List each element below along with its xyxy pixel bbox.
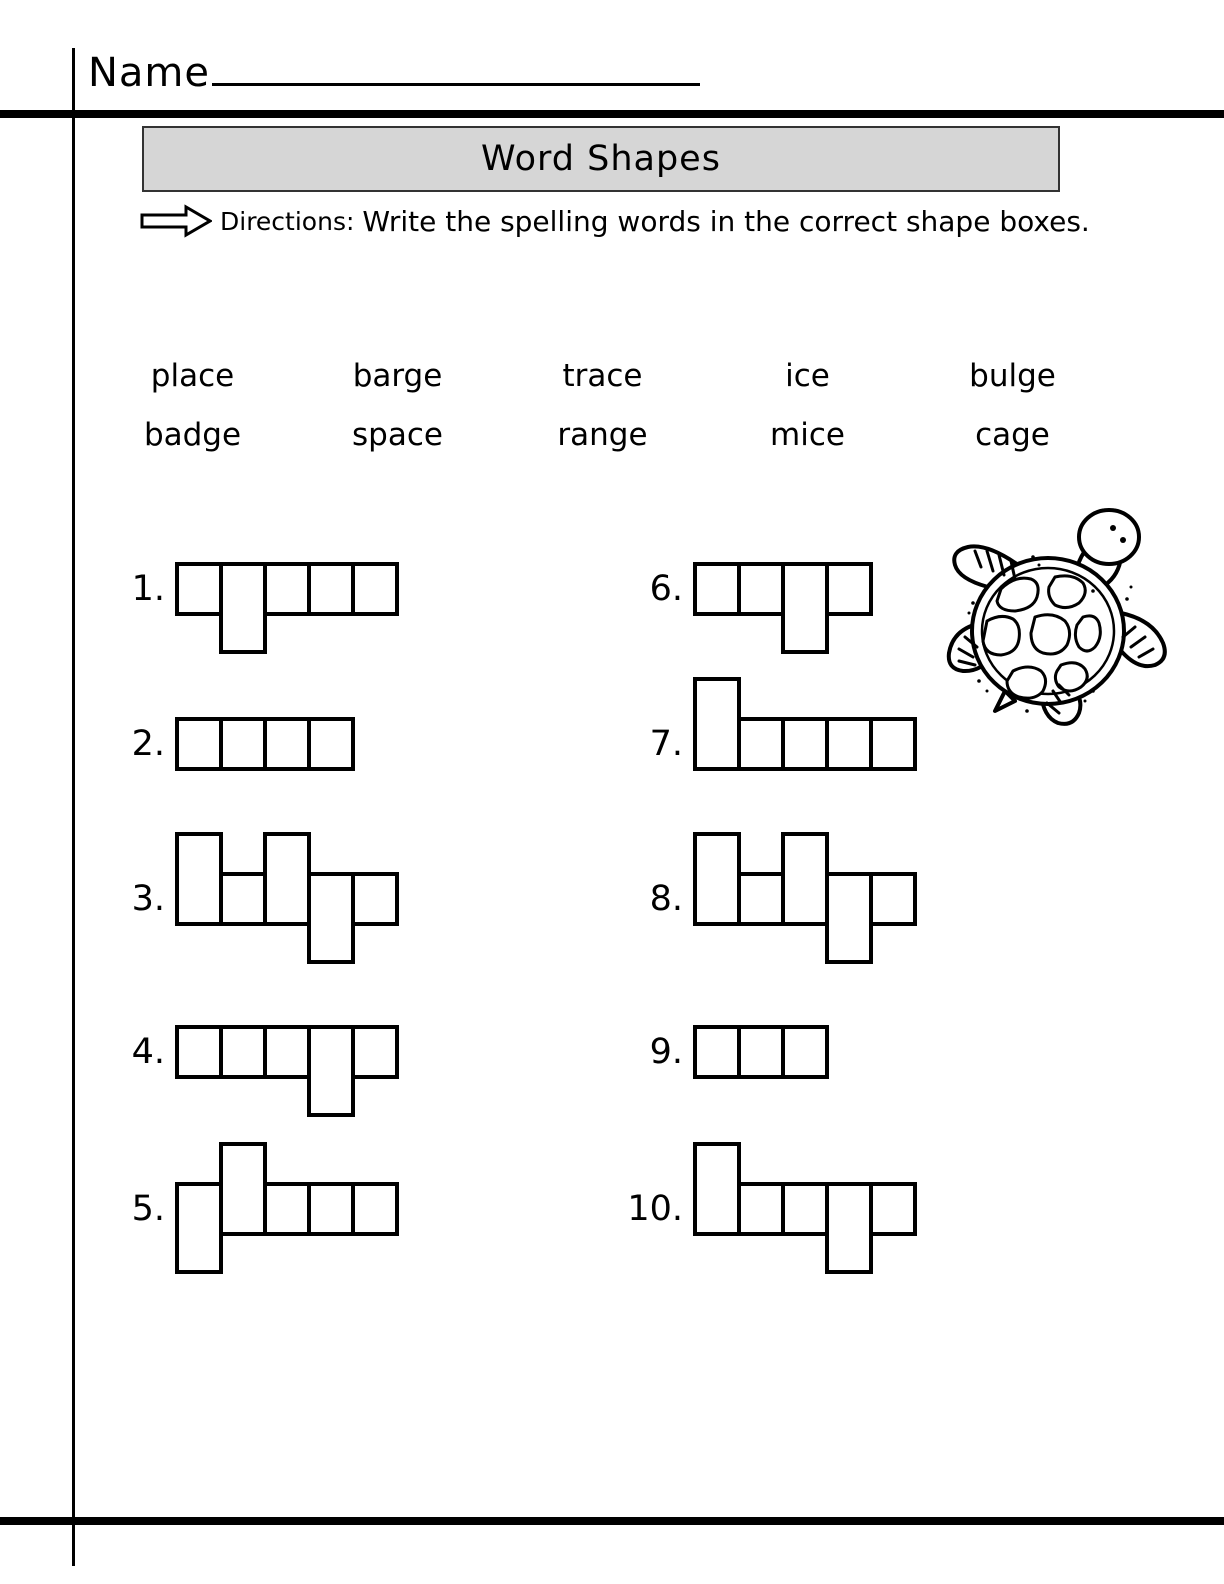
- word-shape-box-tall[interactable]: [175, 832, 223, 926]
- word-shape-box-tall[interactable]: [263, 832, 311, 926]
- word-shape-box-mid[interactable]: [175, 717, 223, 771]
- word-shape-box-mid[interactable]: [869, 872, 917, 926]
- word-shape-box-desc[interactable]: [825, 872, 873, 964]
- word-shape-puzzle: [131, 1025, 399, 1079]
- word-bank-item: ice: [785, 358, 830, 394]
- shape-number: 5.: [131, 1189, 165, 1229]
- word-shape-box-mid[interactable]: [737, 1025, 785, 1079]
- shape-number: 9.: [649, 1032, 683, 1072]
- shape-number: 6.: [649, 569, 683, 609]
- word-bank-item: cage: [975, 417, 1050, 453]
- word-shape-box-mid[interactable]: [175, 1025, 223, 1079]
- word-bank-item: range: [557, 417, 648, 453]
- word-bank-item: bulge: [969, 358, 1056, 394]
- word-shape-box-mid[interactable]: [263, 562, 311, 616]
- word-shape-box-mid[interactable]: [781, 1182, 829, 1236]
- word-shape-puzzle: [131, 562, 399, 616]
- word-bank-item: place: [150, 358, 235, 394]
- word-shape-puzzle: [649, 872, 917, 926]
- word-shape-box-desc[interactable]: [219, 562, 267, 654]
- shape-number: 3.: [131, 879, 165, 919]
- word-shape-box-desc[interactable]: [825, 1182, 873, 1274]
- bottom-footer-rule: [0, 1517, 1224, 1525]
- word-shape-box-tall[interactable]: [693, 677, 741, 771]
- word-shape-box-mid[interactable]: [351, 1182, 399, 1236]
- shape-number: 7.: [649, 724, 683, 764]
- word-shape-box-mid[interactable]: [351, 562, 399, 616]
- block-arrow-icon: [140, 204, 212, 238]
- directions-row: [140, 204, 1140, 238]
- word-shape-box-mid[interactable]: [219, 1025, 267, 1079]
- word-bank-item: badge: [143, 417, 242, 453]
- word-bank-item: barge: [352, 358, 443, 394]
- word-shape-box-desc[interactable]: [175, 1182, 223, 1274]
- word-shape-box-mid[interactable]: [307, 717, 355, 771]
- left-margin-rule: [72, 48, 75, 1566]
- word-shape-box-mid[interactable]: [781, 717, 829, 771]
- shape-number: 4.: [131, 1032, 165, 1072]
- word-bank-item: trace: [562, 358, 643, 394]
- word-shape-box-mid[interactable]: [869, 1182, 917, 1236]
- word-shape-box-mid[interactable]: [351, 872, 399, 926]
- shape-number: 8.: [649, 879, 683, 919]
- word-shape-box-mid[interactable]: [693, 562, 741, 616]
- name-row: [88, 46, 700, 96]
- directions-label: Directions:: [220, 206, 355, 236]
- word-shape-box-mid[interactable]: [307, 562, 355, 616]
- word-shape-puzzle: [649, 717, 917, 771]
- word-shape-box-mid[interactable]: [175, 562, 223, 616]
- shape-number: 2.: [131, 724, 165, 764]
- word-bank-item: space: [352, 417, 443, 453]
- word-shape-box-mid[interactable]: [781, 1025, 829, 1079]
- shape-number: 1.: [131, 569, 165, 609]
- word-shape-box-tall[interactable]: [693, 832, 741, 926]
- word-shape-box-tall[interactable]: [781, 832, 829, 926]
- name-blank-field[interactable]: [212, 46, 700, 86]
- word-shape-box-tall[interactable]: [219, 1142, 267, 1236]
- word-bank-item: mice: [770, 417, 845, 453]
- word-shape-puzzle: [131, 872, 399, 926]
- word-shape-box-mid[interactable]: [825, 717, 873, 771]
- word-shape-box-mid[interactable]: [263, 717, 311, 771]
- word-shape-box-desc[interactable]: [307, 872, 355, 964]
- name-label: Name: [88, 50, 211, 96]
- word-shape-box-mid[interactable]: [737, 1182, 785, 1236]
- word-shape-box-mid[interactable]: [737, 717, 785, 771]
- directions-text: Write the spelling words in the correct shape boxes.: [362, 204, 1090, 238]
- word-shape-puzzle: [131, 1182, 399, 1236]
- word-shape-box-tall[interactable]: [693, 1142, 741, 1236]
- word-shape-box-mid[interactable]: [351, 1025, 399, 1079]
- word-shape-box-mid[interactable]: [869, 717, 917, 771]
- word-shape-puzzle: [649, 562, 873, 616]
- word-bank-row-1: [90, 358, 1115, 394]
- word-shape-box-mid[interactable]: [307, 1182, 355, 1236]
- word-shape-box-mid[interactable]: [219, 872, 267, 926]
- word-shape-box-mid[interactable]: [693, 1025, 741, 1079]
- word-shape-box-mid[interactable]: [737, 562, 785, 616]
- top-header-rule: [0, 110, 1224, 118]
- word-shape-box-desc[interactable]: [781, 562, 829, 654]
- turtle-illustration: [943, 495, 1173, 727]
- word-shape-puzzle: [627, 1182, 917, 1236]
- word-shape-box-mid[interactable]: [737, 872, 785, 926]
- word-bank-row-2: [90, 417, 1115, 453]
- word-shape-box-desc[interactable]: [307, 1025, 355, 1117]
- shape-number: 10.: [627, 1189, 683, 1229]
- word-shape-puzzle: [131, 717, 355, 771]
- word-shape-box-mid[interactable]: [263, 1025, 311, 1079]
- worksheet-title: Word Shapes: [481, 139, 721, 179]
- word-shape-box-mid[interactable]: [219, 717, 267, 771]
- word-shape-box-mid[interactable]: [825, 562, 873, 616]
- word-shape-box-mid[interactable]: [263, 1182, 311, 1236]
- title-bar: [142, 126, 1060, 192]
- word-shape-puzzle: [649, 1025, 829, 1079]
